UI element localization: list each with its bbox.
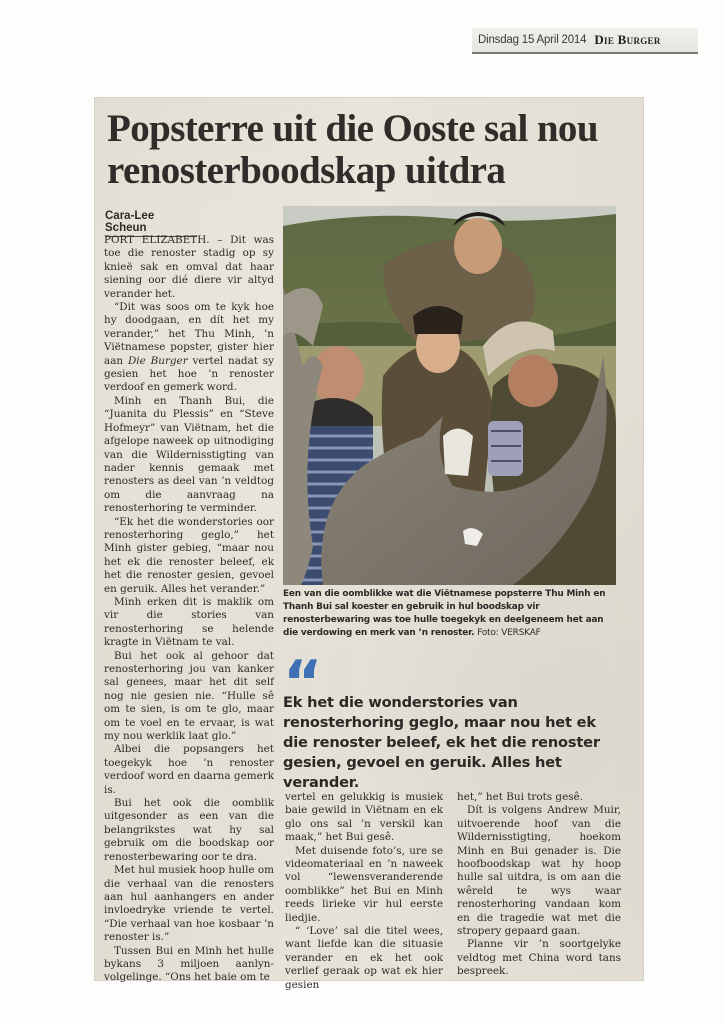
- paragraph: Met duisende foto’s, ure se videomateriaal en ’n naweek vol “lewensveranderende oomblikke” het Bui en Minh reeds lirieke vir hul eerste liedjie.: [285, 844, 443, 924]
- paragraph: PORT ELIZABETH. – Dit was toe die renoster stadig op sy knieë sak en omval dat haar siening oor dié diere vir altyd verander het.: [104, 234, 274, 300]
- article-column-2: [285, 791, 443, 992]
- article-column-3: [457, 791, 621, 979]
- paragraph: “ ‘Love’ sal die titel wees, want liefde kan die situasie verander en ek het ook verlief geraak op wat ek hier gesien: [285, 925, 443, 991]
- publication-date: Dinsdag 15 April 2014: [478, 34, 587, 46]
- photo-caption: [283, 588, 619, 640]
- photo-credit: Foto: VERSKAF: [477, 628, 541, 638]
- paragraph: Tussen Bui en Minh het hulle bykans 3 miljoen aanlyn-volgelinge. “Ons het baie om te: [104, 944, 274, 984]
- paragraph: Albei die popsangers het toegekyk hoe ’n renoster verdoof word en daarna gemerk is.: [104, 743, 274, 796]
- article-photo: [283, 206, 616, 585]
- quote-mark-icon: “: [283, 648, 317, 718]
- article-column-1: [104, 234, 274, 985]
- dateline-strip: [472, 28, 698, 54]
- newspaper-clipping: [95, 98, 643, 991]
- paragraph: het,” het Bui trots gesê.: [457, 791, 584, 803]
- headline: Popsterre uit die Ooste sal nou renosterboodskap uitdra: [107, 107, 598, 192]
- rhino-photo-illustration: [283, 206, 616, 585]
- paragraph: Bui het ook al gehoor dat renosterhoring jou van kanker sal genees, maar het dit self nog nie gesien nie. “Hulle sê om te sien, is om te glo, maar om te voel en te ervaar, is wat my nou werklik laat glo.”: [104, 649, 274, 743]
- paragraph: Bui het ook die oomblik uitgesonder as een van die belangrikstes wat hy sal gebruik om die boodskap oor renosterbewaring oor te dra.: [104, 797, 274, 863]
- paragraph: Planne vir ’n soortgelyke veldtog met China word tans bespreek.: [457, 938, 621, 978]
- caption-text: Een van die oomblikke wat die Viëtnamese popsterre Thu Minh en Thanh Bui sal koester en gebruik in hul boodskap vir renosterbewaring was toe hulle toegekyk en deelgeneem het aan die verdowing en merk van ’n renoster.: [283, 589, 606, 638]
- paragraph: “Dit was soos om te kyk hoe hy doodgaan, en dít het my verander,” het Thu Minh, ’n Viëtnamese popster, gister hier aan Die Burger vertel nadat sy gesien het hoe ’n renoster verdoof en gemerk word.: [104, 301, 275, 394]
- pull-quote: Ek het die wonderstories van renosterhoring geglo, maar nou het ek die renoster beleef, ek het die renoster gesien, gevoel en geruik. Alles het verander.: [283, 694, 600, 791]
- paper-name-italic: Die Burger: [127, 354, 188, 367]
- paragraph: Met hul musiek hoop hulle om die verhaal van die renosters aan hul aanhangers en ander invloedryke vriende te vertel. “Die verhaal van hoe kosbaar ’n renoster is.”: [104, 864, 274, 944]
- byline: Cara-Lee Scheun: [105, 210, 197, 237]
- paragraph: vertel en gelukkig is musiek baie gewild in Viëtnam en ek glo ons sal ’n verskil kan maak,” het Bui gesê.: [285, 791, 443, 844]
- newspaper-name: Die Burger: [594, 32, 661, 47]
- paragraph: Minh erken dit is maklik om vir die stories van renosterhoring se helende kragte in Viëtnam te val.: [104, 595, 274, 649]
- paragraph: Dít is volgens Andrew Muir, uitvoerende hoof van die Wildernisstigting, hoekom Minh en Bui genader is. Die hoofboodskap wat hy hoop hulle sal uitdra, is om aan die wêreld te wys waar renosterhoring vandaan kom en die tragedie wat met die stropery gepaard gaan.: [457, 804, 621, 938]
- paragraph: Minh en Thanh Bui, die “Juanita du Plessis” en “Steve Hofmeyr” van Viëtnam, het die afgelope naweek op uitnodiging van die Wildernisstigting van nader kennis gemaak met renosters as deel van ’n veldtog om die aanvraag na renosterhoring te verminder.: [104, 394, 274, 515]
- paragraph: “Ek het die wonderstories oor renosterhoring geglo,” het Minh gister gebieg, “maar nou het ek die renoster beleef, ek het die renoster gesien, gevoel en geruik. Alles het verander.”: [104, 515, 274, 595]
